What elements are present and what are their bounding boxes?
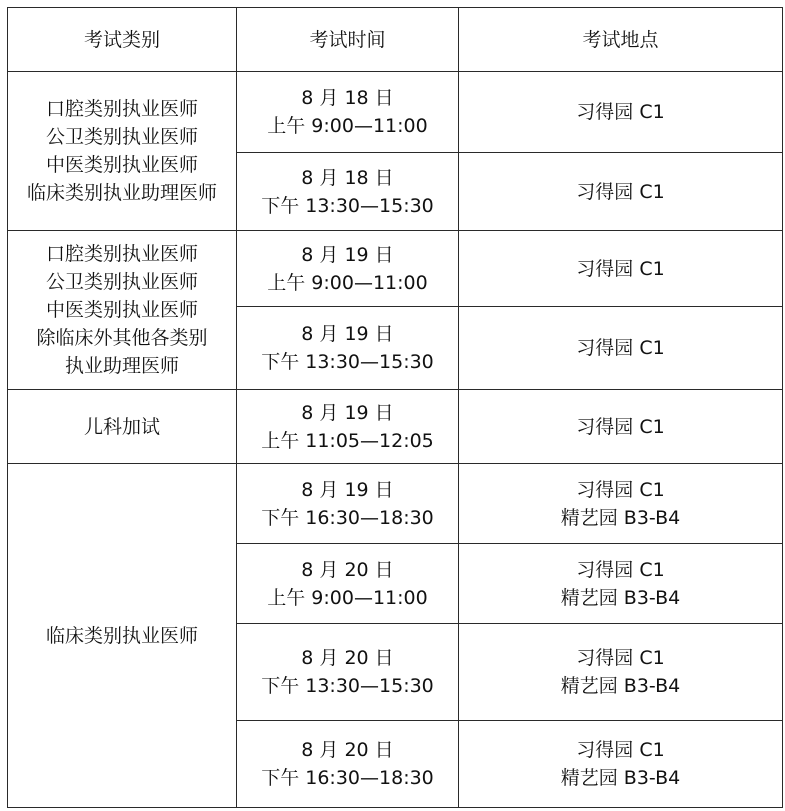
category-line: 临床类别执业助理医师 <box>26 182 217 204</box>
exam-time: 下午 13:30—15:30 <box>261 194 434 217</box>
table-row <box>8 231 783 307</box>
category-line: 公卫类别执业医师 <box>45 271 198 293</box>
location-cell <box>459 153 783 231</box>
exam-date: 8 月 20 日 <box>301 647 394 669</box>
location-cell <box>459 72 783 153</box>
time-cell <box>237 464 459 544</box>
category-line: 儿科加试 <box>83 415 160 438</box>
location-cell <box>459 231 783 307</box>
time-cell <box>237 721 459 808</box>
category-cell <box>8 464 237 808</box>
time-cell <box>237 72 459 153</box>
exam-location: 习得园 C1 <box>576 647 665 669</box>
location-cell <box>459 307 783 390</box>
exam-date: 8 月 19 日 <box>301 323 394 345</box>
exam-location: 习得园 C1 <box>576 415 665 438</box>
category-cell <box>8 72 237 231</box>
category-line: 口腔类别执业医师 <box>45 243 198 265</box>
time-cell <box>237 390 459 464</box>
exam-time: 上午 9:00—11:00 <box>267 115 428 137</box>
exam-location: 精艺园 B3-B4 <box>560 586 681 609</box>
exam-date: 8 月 19 日 <box>301 478 394 501</box>
table-row <box>8 464 783 544</box>
category-line: 执业助理医师 <box>64 355 179 377</box>
location-cell <box>459 544 783 624</box>
exam-time: 下午 13:30—15:30 <box>261 351 434 373</box>
exam-time: 上午 11:05—12:05 <box>261 429 434 452</box>
time-cell <box>237 544 459 624</box>
exam-location: 习得园 C1 <box>576 101 665 123</box>
category-cell <box>8 231 237 390</box>
time-cell <box>237 231 459 307</box>
header-time: 考试时间 <box>237 8 459 72</box>
category-cell <box>8 390 237 464</box>
category-line: 临床类别执业医师 <box>45 624 198 647</box>
exam-location: 习得园 C1 <box>576 257 665 280</box>
exam-location: 精艺园 B3-B4 <box>560 506 681 529</box>
exam-time: 下午 16:30—18:30 <box>261 506 434 529</box>
time-cell <box>237 624 459 721</box>
exam-time: 上午 9:00—11:00 <box>267 586 428 609</box>
header-row <box>8 8 783 72</box>
exam-date: 8 月 19 日 <box>301 243 394 266</box>
location-cell <box>459 624 783 721</box>
exam-schedule-table <box>7 7 783 808</box>
table-row <box>8 390 783 464</box>
category-line: 中医类别执业医师 <box>45 154 198 176</box>
exam-date: 8 月 20 日 <box>301 558 394 581</box>
table-row <box>8 72 783 153</box>
exam-location: 习得园 C1 <box>576 337 665 359</box>
exam-location: 精艺园 B3-B4 <box>560 675 681 697</box>
exam-date: 8 月 19 日 <box>301 401 394 424</box>
category-line: 中医类别执业医师 <box>45 299 198 321</box>
category-line: 除临床外其他各类别 <box>36 327 208 349</box>
category-line: 口腔类别执业医师 <box>45 98 198 120</box>
exam-location: 习得园 C1 <box>576 739 665 761</box>
category-line: 公卫类别执业医师 <box>45 126 198 148</box>
exam-location: 习得园 C1 <box>576 180 665 203</box>
location-cell <box>459 721 783 808</box>
exam-time: 下午 13:30—15:30 <box>261 675 434 697</box>
exam-time: 下午 16:30—18:30 <box>261 767 434 789</box>
time-cell <box>237 153 459 231</box>
exam-location: 习得园 C1 <box>576 478 665 501</box>
location-cell <box>459 464 783 544</box>
exam-time: 上午 9:00—11:00 <box>267 271 428 294</box>
exam-location: 精艺园 B3-B4 <box>560 767 681 789</box>
header-location: 考试地点 <box>459 8 783 72</box>
header-category: 考试类别 <box>8 8 237 72</box>
exam-date: 8 月 20 日 <box>301 739 394 761</box>
time-cell <box>237 307 459 390</box>
exam-date: 8 月 18 日 <box>301 166 394 189</box>
exam-date: 8 月 18 日 <box>301 87 394 109</box>
location-cell <box>459 390 783 464</box>
exam-location: 习得园 C1 <box>576 558 665 581</box>
